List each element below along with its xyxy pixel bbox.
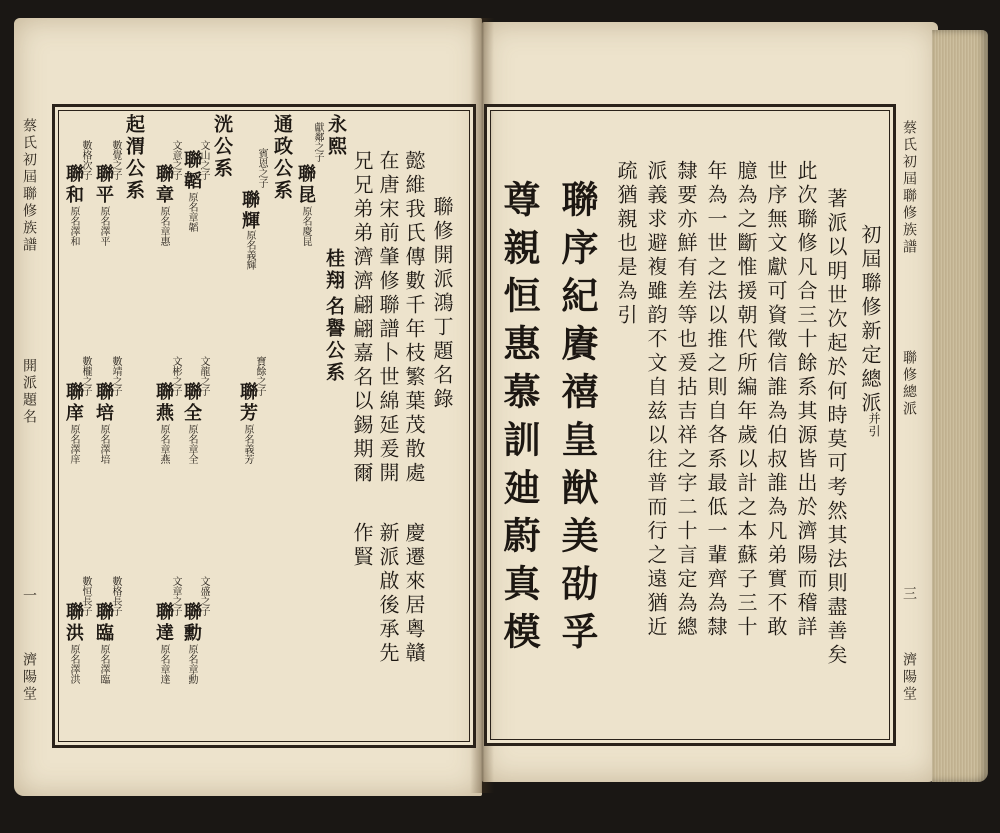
row3-orig: 原名章達 [158, 644, 169, 684]
row2-note: 數靖之子 [110, 356, 121, 396]
pai-orig: 原名澤平 [98, 206, 109, 246]
row3-note: 文盛之子 [198, 576, 209, 616]
row3-orig: 原名澤洪 [68, 644, 79, 684]
pai-name: 聯和 [63, 164, 84, 206]
pai-head-guang: 洸公系 [211, 114, 233, 180]
pai-note: 獻鄰之子 [312, 122, 323, 162]
pai-note: 數覺之子 [110, 140, 121, 180]
pai-note: 賓恩之子 [256, 148, 267, 188]
row3-name: 聯達 [153, 602, 174, 644]
pai-head-mingyu: 名譽公系 [323, 296, 345, 384]
row2-name: 聯芳 [237, 382, 258, 424]
row3-name: 聯臨 [93, 602, 114, 644]
row2-name: 聯培 [93, 382, 114, 424]
pai-head-tongzheng: 通政公系 [271, 114, 293, 202]
pai-orig: 原名義輝 [244, 230, 255, 270]
right-margin-hall: 濟陽堂 [901, 652, 917, 703]
right-essay-line-8: 疏猶親也是為引 [614, 160, 638, 328]
pai-name: 聯韜 [181, 150, 202, 192]
row3-note: 數恒長子 [80, 576, 91, 616]
pai-orig: 原名慶昆 [300, 206, 311, 246]
row2-orig: 原名章全 [186, 424, 197, 464]
pai-name: 聯昆 [295, 164, 316, 206]
pai-orig: 原名章惠 [158, 206, 169, 246]
left-margin-hall: 濟陽堂 [21, 652, 37, 703]
row3-orig: 原名澤臨 [98, 644, 109, 684]
row2-orig: 原名澤庠 [68, 424, 79, 464]
right-essay-line-2: 此次聯修凡合三十餘系其源皆出於濟陽而稽詳 [794, 160, 818, 640]
pai-head-yongxi: 永熙 [325, 114, 347, 158]
generation-poem-line-2: 尊親恒惠慕訓廸蔚真模 [497, 180, 541, 660]
right-margin-section: 聯修總派 [901, 350, 917, 418]
row3-orig: 原名章勳 [186, 644, 197, 684]
pai-orig: 原名澤和 [68, 206, 79, 246]
row2-note: 文彬之子 [170, 356, 181, 396]
pai-note: 數格次子 [80, 140, 91, 180]
pai-name: 聯平 [93, 164, 114, 206]
essay-line-3-tail: 作賢 [350, 522, 374, 570]
row2-note: 數櫳之子 [80, 356, 91, 396]
pai-note: 文意之子 [170, 140, 181, 180]
row2-orig: 原名澤培 [98, 424, 109, 464]
right-essay-line-6: 隸要亦鮮有差等也爰拈吉祥之字二十言定為總 [674, 160, 698, 640]
right-essay-line-5: 年為一世之法以推之則自各系最低一輩齊為隸 [704, 160, 728, 640]
generation-poem-line-1: 聯序紀賡禧皇猷美劭孚 [555, 180, 599, 660]
pai-head-qiwei: 起渭公系 [123, 114, 145, 202]
right-margin-folio: 三 [901, 586, 917, 603]
page-edges [932, 30, 988, 782]
pai-orig: 原名章韜 [186, 192, 197, 232]
right-essay-title: 初屆聯修新定總派 [858, 224, 882, 416]
right-essay-line-3: 世序無文獻可資徵信誰為伯叔誰為凡弟實不敢 [764, 160, 788, 640]
essay-line-1: 懿維我氏傳數千年枝繁葉茂散處 [402, 150, 426, 486]
right-essay-line-4: 臆為之斷惟援朝代所編年歲以計之本蘇子三十 [734, 160, 758, 640]
row3-name: 聯洪 [63, 602, 84, 644]
row2-name: 聯全 [181, 382, 202, 424]
row3-name: 聯勳 [181, 602, 202, 644]
row2-name: 聯庠 [63, 382, 84, 424]
row2-note: 寶餘之子 [254, 356, 265, 396]
left-margin-section: 開派題名 [21, 358, 37, 426]
right-essay-title-note: 并引 [867, 412, 881, 438]
row2-name: 聯燕 [153, 382, 174, 424]
row2-orig: 原名章燕 [158, 424, 169, 464]
pai-note: 文山之子 [198, 140, 209, 180]
pai-head-guixiang: 桂翔 [323, 248, 345, 292]
pai-name: 聯輝 [239, 190, 260, 232]
essay-line-3: 兄兄弟弟濟濟翩翩嘉名以錫期爾 [350, 150, 374, 486]
essay-title: 聯修開派鴻丁題名錄 [430, 196, 454, 412]
essay-line-1-tail: 慶遷來居粵贛 [402, 522, 426, 666]
row3-note: 文章之子 [170, 576, 181, 616]
row2-orig: 原名義芳 [242, 424, 253, 464]
row2-note: 文龍之子 [198, 356, 209, 396]
right-essay-line-1: 著派以明世次起於何時莫可考然其法則盡善矣 [824, 188, 848, 668]
pai-name: 聯章 [153, 164, 174, 206]
row3-note: 數格長子 [110, 576, 121, 616]
right-margin-title: 蔡氏初屆聯修族譜 [901, 120, 917, 256]
essay-line-2-tail: 新派啟後承先 [376, 522, 400, 666]
left-margin-title: 蔡氏初屆聯修族譜 [21, 118, 37, 254]
right-essay-line-7: 派義求避複雖韵不文自兹以往普而行之遠猶近 [644, 160, 668, 640]
left-margin-folio: 一 [21, 588, 37, 605]
essay-line-2: 在唐宋前肇修聯譜卜世綿延爰開 [376, 150, 400, 486]
